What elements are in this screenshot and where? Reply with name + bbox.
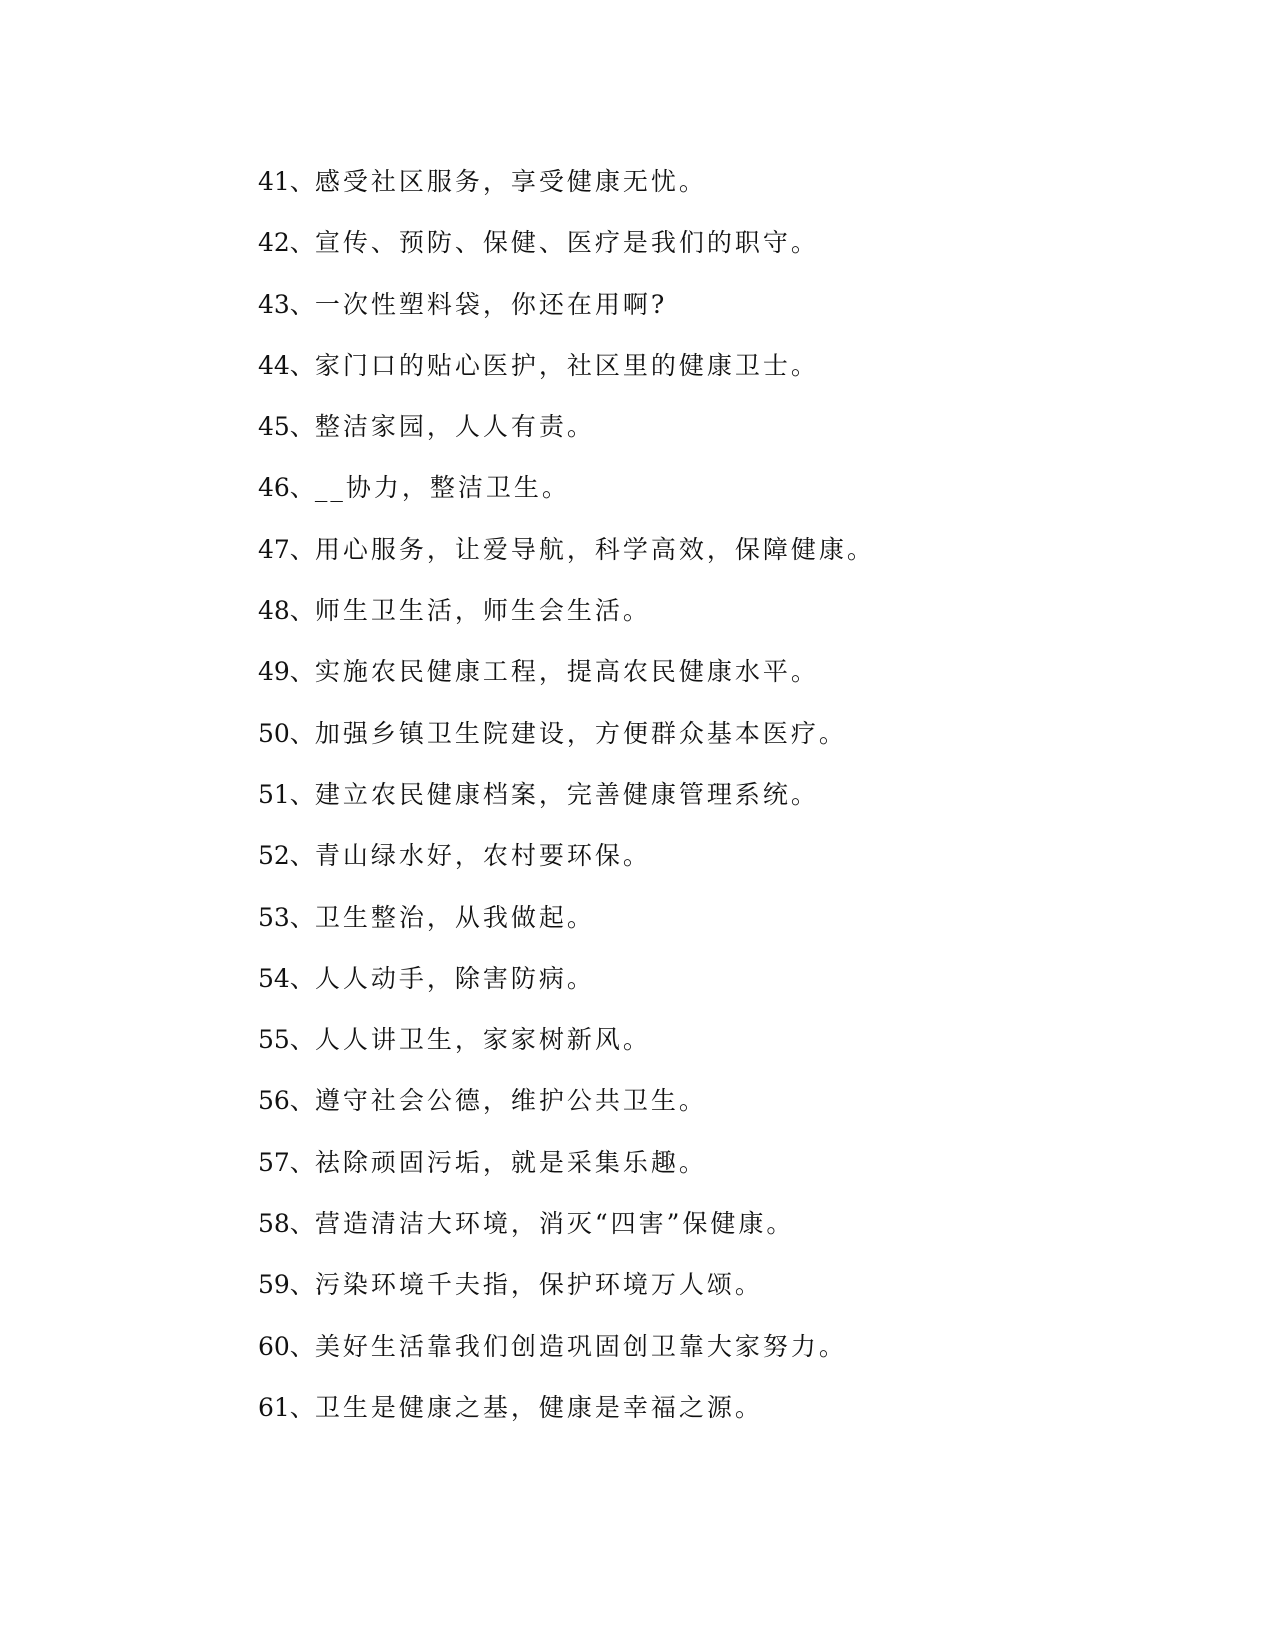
list-item [258,961,1158,1022]
list-item [258,532,1158,593]
item-number: 45、 [258,412,315,442]
list-item [258,1267,1158,1328]
item-text: 实施农民健康工程，提高农民健康水平。 [314,657,819,687]
list-item [258,348,1158,409]
item-number: 60、 [258,1331,315,1361]
item-text: 遵守社会公德，维护公共卫生。 [314,1086,707,1116]
list-item [258,654,1158,715]
item-number: 54、 [258,963,315,993]
item-text: 一次性塑料袋，你还在用啊? [314,289,668,319]
list-item [258,225,1158,286]
list-item [258,1145,1158,1206]
item-number: 48、 [258,596,315,626]
list-item [258,838,1158,899]
item-text: 卫生是健康之基，健康是幸福之源。 [314,1392,763,1422]
list-item [258,1390,1158,1451]
list-item [258,716,1158,777]
item-text: 青山绿水好，农村要环保。 [314,841,651,871]
item-text: 人人讲卫生，家家树新风。 [314,1025,651,1055]
list-item [258,1083,1158,1144]
item-number: 52、 [258,841,315,871]
item-number: 57、 [258,1147,315,1177]
item-number: 43、 [258,289,315,319]
list-item [258,777,1158,838]
item-text: 建立农民健康档案，完善健康管理系统。 [314,779,819,809]
item-number: 44、 [258,350,315,380]
list-item [258,287,1158,348]
item-number: 46、 [258,473,315,503]
list-item [258,470,1158,531]
list-item [258,1329,1158,1390]
item-number: 51、 [258,779,315,809]
list-item [258,409,1158,470]
item-text: 营造清洁大环境，消灭“四害”保健康。 [314,1209,795,1239]
item-text: 整洁家园，人人有责。 [314,412,595,442]
list-item [258,1022,1158,1083]
item-number: 49、 [258,657,315,687]
list-item [258,164,1158,225]
item-number: 53、 [258,902,315,932]
item-text: 人人动手，除害防病。 [314,963,595,993]
slogan-list [258,164,1158,1451]
item-text: 卫生整治，从我做起。 [314,902,595,932]
item-number: 55、 [258,1025,315,1055]
item-text: 美好生活靠我们创造巩固创卫靠大家努力。 [314,1331,847,1361]
list-item [258,900,1158,961]
item-text: 加强乡镇卫生院建设，方便群众基本医疗。 [314,718,847,748]
list-item [258,593,1158,654]
item-text: 污染环境千夫指，保护环境万人颂。 [314,1270,763,1300]
item-text: 宣传、预防、保健、医疗是我们的职守。 [314,228,819,258]
item-text: 祛除顽固污垢，就是采集乐趣。 [314,1147,707,1177]
item-number: 59、 [258,1270,315,1300]
item-number: 58、 [258,1209,315,1239]
item-number: 50、 [258,718,315,748]
item-number: 41、 [258,167,315,196]
item-number: 42、 [258,228,315,258]
item-text: 感受社区服务，享受健康无忧。 [314,167,707,196]
item-text: __协力，整洁卫生。 [314,473,570,503]
item-text: 家门口的贴心医护，社区里的健康卫士。 [314,350,819,380]
item-text: 师生卫生活，师生会生活。 [314,596,651,626]
item-number: 61、 [258,1392,315,1422]
item-number: 47、 [258,534,315,564]
list-item [258,1206,1158,1267]
item-text: 用心服务，让爱导航，科学高效，保障健康。 [314,534,875,564]
item-number: 56、 [258,1086,315,1116]
